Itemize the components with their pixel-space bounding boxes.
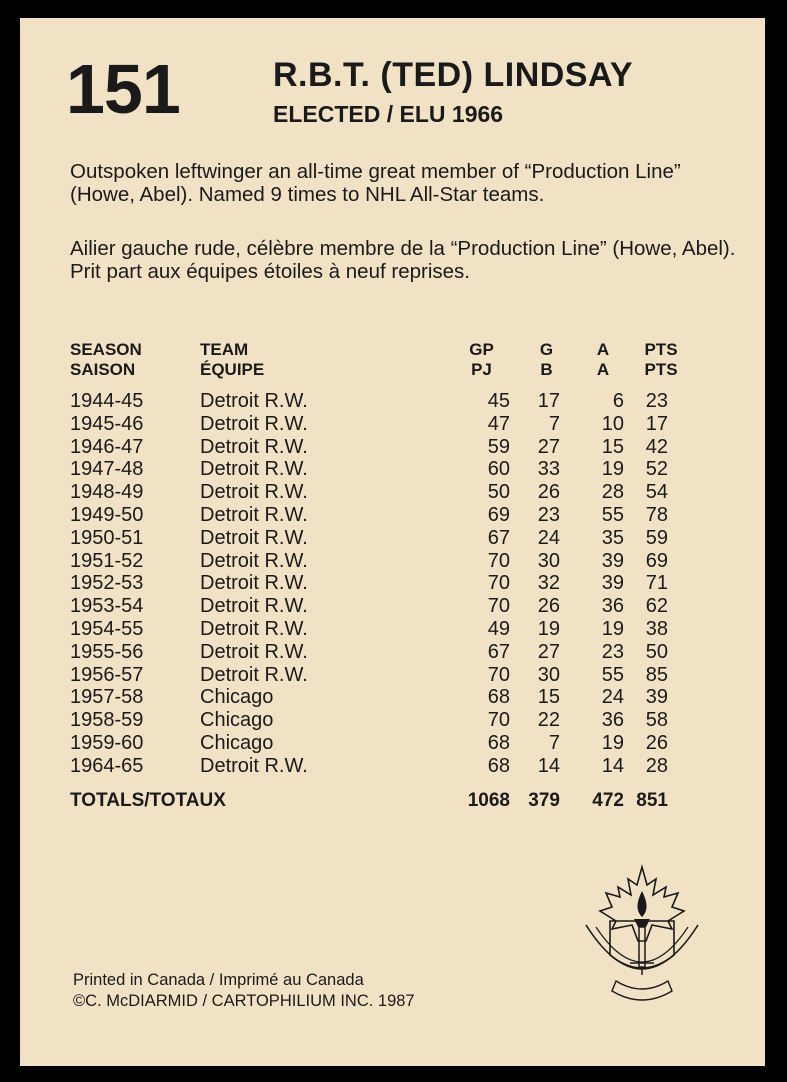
a-cell: 23 [601, 640, 624, 663]
team-cell: Detroit R.W. [200, 572, 308, 595]
stat-row [70, 595, 690, 618]
stat-row [70, 527, 690, 550]
stats-header-row [70, 340, 690, 390]
totals-pts: 851 [636, 789, 668, 811]
team-cell: Chicago [200, 709, 274, 732]
stats-table [70, 340, 690, 812]
stat-row [70, 755, 690, 778]
gp-cell: 68 [487, 731, 510, 754]
printed-in: Printed in Canada / Imprimé au Canada [73, 971, 364, 989]
a-cell: 6 [612, 390, 624, 412]
season-cell: 1944-45 [70, 390, 144, 412]
team-cell: Detroit R.W. [200, 458, 308, 481]
card-number: 151 [66, 50, 180, 128]
season-cell: 1954-55 [70, 617, 144, 640]
stat-row [70, 572, 690, 595]
totals-label: TOTALS/TOTAUX [70, 789, 226, 811]
gp-cell: 47 [487, 412, 510, 435]
g-cell: 32 [537, 572, 560, 595]
gp-cell: 68 [487, 754, 510, 777]
season-cell: 1958-59 [70, 709, 144, 732]
gp-cell: 70 [487, 572, 510, 595]
season-cell: 1955-56 [70, 640, 144, 663]
g-cell: 7 [548, 731, 560, 754]
header-gp: GP PJ [469, 340, 494, 379]
season-cell: 1945-46 [70, 412, 144, 435]
g-cell: 22 [537, 709, 560, 732]
g-cell: 26 [537, 595, 560, 618]
g-cell: 23 [537, 503, 560, 526]
season-cell: 1952-53 [70, 572, 144, 595]
totals-row [70, 778, 690, 813]
team-cell: Chicago [200, 731, 274, 754]
header-g: G B [539, 340, 554, 379]
totals-g: 379 [528, 789, 560, 811]
g-cell: 30 [537, 549, 560, 572]
elected-year: ELECTED / ELU 1966 [273, 101, 504, 127]
pts-cell: 42 [645, 435, 668, 458]
season-cell: 1947-48 [70, 458, 144, 481]
card-back [20, 18, 765, 1066]
gp-cell: 49 [487, 617, 510, 640]
a-cell: 35 [601, 526, 624, 549]
team-cell: Detroit R.W. [200, 663, 308, 686]
a-cell: 14 [601, 754, 624, 777]
g-cell: 30 [537, 663, 560, 686]
team-cell: Detroit R.W. [200, 549, 308, 572]
gp-cell: 70 [487, 549, 510, 572]
gp-cell: 67 [487, 526, 510, 549]
a-cell: 55 [601, 663, 624, 686]
a-cell: 10 [601, 412, 624, 435]
pts-cell: 59 [645, 526, 668, 549]
season-cell: 1956-57 [70, 663, 144, 686]
team-cell: Detroit R.W. [200, 754, 308, 777]
g-cell: 19 [537, 617, 560, 640]
gp-cell: 60 [487, 458, 510, 481]
team-cell: Detroit R.W. [200, 617, 308, 640]
team-cell: Detroit R.W. [200, 390, 308, 412]
stat-row [70, 550, 690, 573]
g-cell: 15 [537, 686, 560, 709]
a-cell: 36 [601, 709, 624, 732]
season-cell: 1950-51 [70, 526, 144, 549]
team-cell: Detroit R.W. [200, 481, 308, 504]
stat-row [70, 436, 690, 459]
team-cell: Chicago [200, 686, 274, 709]
gp-cell: 68 [487, 686, 510, 709]
a-cell: 55 [601, 503, 624, 526]
a-cell: 19 [601, 731, 624, 754]
player-name: R.B.T. (TED) LINDSAY [273, 56, 634, 94]
stat-row [70, 641, 690, 664]
header-season: SEASON SAISON [70, 340, 142, 379]
a-cell: 24 [601, 686, 624, 709]
pts-cell: 38 [645, 617, 668, 640]
header-a: A A [596, 340, 610, 379]
pts-cell: 50 [645, 640, 668, 663]
season-cell: 1949-50 [70, 503, 144, 526]
pts-cell: 85 [645, 663, 668, 686]
season-cell: 1959-60 [70, 731, 144, 754]
g-cell: 24 [537, 526, 560, 549]
stat-row [70, 413, 690, 436]
pts-cell: 54 [645, 481, 668, 504]
season-cell: 1957-58 [70, 686, 144, 709]
team-cell: Detroit R.W. [200, 503, 308, 526]
team-cell: Detroit R.W. [200, 595, 308, 618]
a-cell: 39 [601, 572, 624, 595]
pts-cell: 62 [645, 595, 668, 618]
g-cell: 17 [537, 390, 560, 412]
gp-cell: 70 [487, 595, 510, 618]
gp-cell: 50 [487, 481, 510, 504]
copyright: ©C. McDIARMID / CARTOPHILIUM INC. 1987 [73, 992, 415, 1010]
totals-a: 472 [592, 789, 624, 811]
header-team: TEAM ÉQUIPE [200, 340, 265, 379]
a-cell: 19 [601, 617, 624, 640]
season-cell: 1946-47 [70, 435, 144, 458]
a-cell: 36 [601, 595, 624, 618]
gp-cell: 45 [487, 390, 510, 412]
pts-cell: 69 [645, 549, 668, 572]
pts-cell: 71 [645, 572, 668, 595]
a-cell: 19 [601, 458, 624, 481]
a-cell: 15 [601, 435, 624, 458]
g-cell: 7 [548, 412, 560, 435]
stat-row [70, 458, 690, 481]
stat-row [70, 709, 690, 732]
totals-gp: 1068 [467, 789, 510, 811]
g-cell: 26 [537, 481, 560, 504]
stat-row [70, 664, 690, 687]
pts-cell: 23 [645, 390, 668, 412]
season-cell: 1953-54 [70, 595, 144, 618]
stat-row [70, 618, 690, 641]
season-cell: 1951-52 [70, 549, 144, 572]
pts-cell: 52 [645, 458, 668, 481]
a-cell: 39 [601, 549, 624, 572]
hall-of-fame-logo-icon [580, 863, 704, 1013]
team-cell: Detroit R.W. [200, 526, 308, 549]
pts-cell: 17 [645, 412, 668, 435]
g-cell: 27 [537, 640, 560, 663]
bio-french: Ailier gauche rude, célèbre membre de la “Production Line” (Howe, Abel). Prit part aux équipes étoiles à neuf reprises. [70, 237, 736, 283]
gp-cell: 59 [487, 435, 510, 458]
pts-cell: 78 [645, 503, 668, 526]
stat-row [70, 481, 690, 504]
pts-cell: 58 [645, 709, 668, 732]
gp-cell: 69 [487, 503, 510, 526]
gp-cell: 70 [487, 663, 510, 686]
team-cell: Detroit R.W. [200, 412, 308, 435]
a-cell: 28 [601, 481, 624, 504]
stat-row [70, 732, 690, 755]
g-cell: 27 [537, 435, 560, 458]
bio-english: Outspoken leftwinger an all-time great member of “Production Line” (Howe, Abel). Named 9 times to NHL All-Star teams. [70, 160, 681, 206]
stat-row [70, 686, 690, 709]
header-pts: PTS PTS [644, 340, 678, 379]
g-cell: 14 [537, 754, 560, 777]
team-cell: Detroit R.W. [200, 435, 308, 458]
gp-cell: 70 [487, 709, 510, 732]
pts-cell: 26 [645, 731, 668, 754]
stat-row [70, 390, 690, 413]
gp-cell: 67 [487, 640, 510, 663]
season-cell: 1948-49 [70, 481, 144, 504]
pts-cell: 28 [645, 754, 668, 777]
g-cell: 33 [537, 458, 560, 481]
footer [73, 970, 415, 1012]
team-cell: Detroit R.W. [200, 640, 308, 663]
pts-cell: 39 [645, 686, 668, 709]
season-cell: 1964-65 [70, 754, 144, 777]
stat-row [70, 504, 690, 527]
